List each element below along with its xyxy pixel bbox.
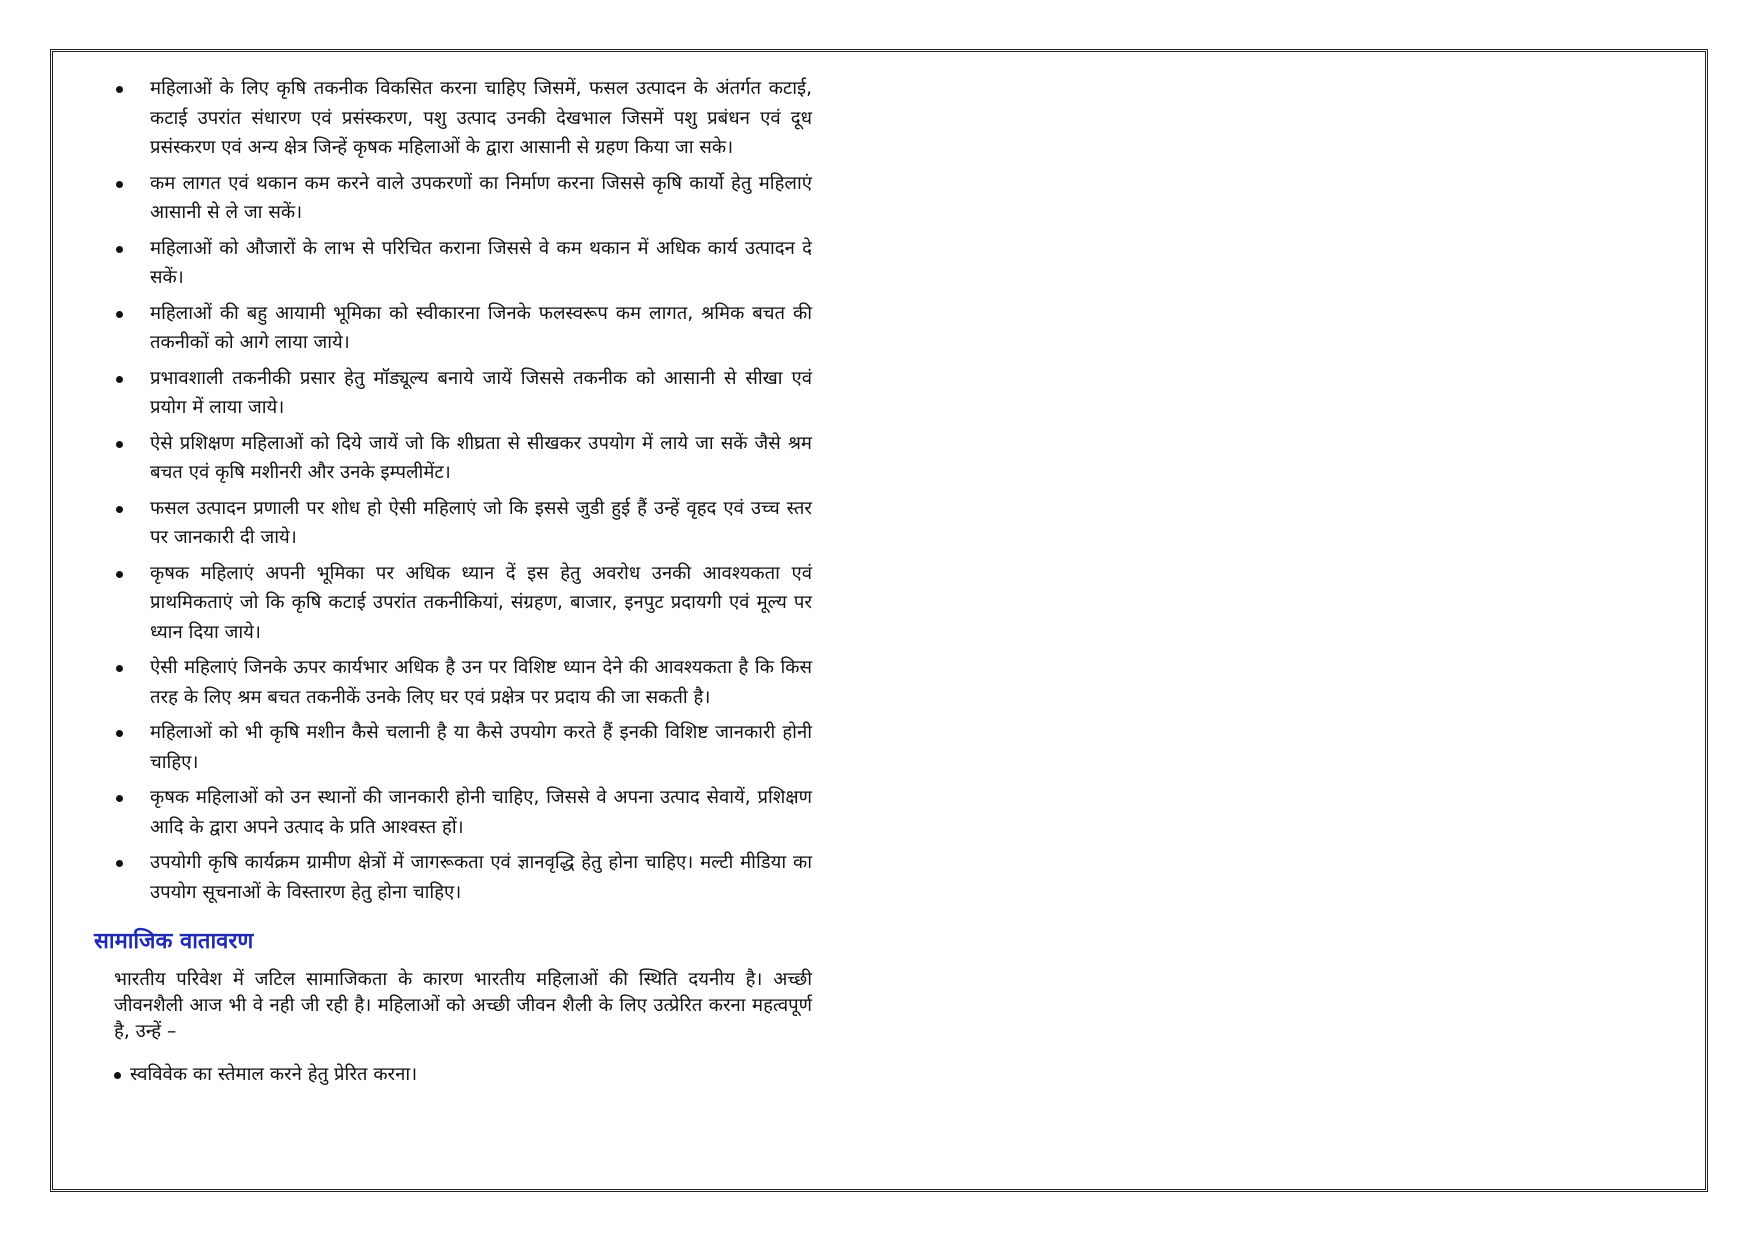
list-item-text: उपयोगी कृषि कार्यक्रम ग्रामीण क्षेत्रों में जागरूकता एवं ज्ञानवृद्धि हेतु होना चाहिए। मल्टी मीडिया का उपयोग सूचनाओं के विस्तारण हेतु होना चाहिए। [150,852,812,903]
list-item [100,169,812,228]
list-item [100,494,812,553]
list-item [100,718,812,777]
list-item-text: कृषक महिलाओं को उन स्थानों की जानकारी होनी चाहिए, जिससे वे अपना उत्पाद सेवायें, प्रशिक्षण आदि के द्वारा अपने उत्पाद के प्रति आश्वस्त हों। [150,787,812,838]
list-item-text: महिलाओं को औजारों के लाभ से परिचित कराना जिससे वे कम थकान में अधिक कार्य उत्पादन दे सकें। [150,237,812,288]
list-item [100,429,812,488]
bullet-icon [116,730,123,737]
list-item [100,234,812,293]
bullet-icon [116,795,123,802]
bullet-icon [114,1072,121,1079]
section-paragraph: भारतीय परिवेश में जटिल सामाजिकता के कारण भारतीय महिलाओं की स्थिति दयनीय है। अच्छी जीवनशैली आज भी वे नही जी रही है। महिलाओं को अच्छी जीवन शैली के लिए उत्प्रेरित करना महत्वपूर्ण है, उन्हें – [114,969,812,1042]
list-item-text: कृषक महिलाएं अपनी भूमिका पर अधिक ध्यान दें इस हेतु अवरोध उनकी आवश्यकता एवं प्राथमिकताएं जो कि कृषि कटाई उपरांत तकनीकियां, संग्रहण, बाजार, इनपुट प्रदायगी एवं मूल्य पर ध्यान दिया जाये। [150,562,812,643]
bullet-icon [116,665,123,672]
list-item [100,848,812,907]
list-item-text: कम लागत एवं थकान कम करने वाले उपकरणों का निर्माण करना जिससे कृषि कार्यो हेतु महिलाएं आसानी से ले जा सकें। [150,172,812,223]
bullet-icon [116,246,123,253]
bullet-icon [116,181,123,188]
list-item [100,653,812,712]
bullet-icon [116,860,123,867]
bullet-icon [116,311,123,318]
list-item [100,783,812,842]
list-item [114,1061,812,1089]
bullet-icon [116,571,123,578]
list-item-text: महिलाओं की बहु आयामी भूमिका को स्वीकारना जिनके फलस्वरूप कम लागत, श्रमिक बचत की तकनीकों को आगे लाया जाये। [150,302,812,353]
list-item-text: फसल उत्पादन प्रणाली पर शोध हो ऐसी महिलाएं जो कि इससे जुडी हुई हैं उन्हें वृहद एवं उच्च स्तर पर जानकारी दी जाये। [150,497,812,548]
list-item-text: महिलाओं के लिए कृषि तकनीक विकसित करना चाहिए जिसमें, फसल उत्पादन के अंतर्गत कटाई, कटाई उपरांत संधारण एवं प्रसंस्करण, पशु उत्पाद उनकी देखभाल जिसमें पशु प्रबंधन एवं दूध प्रसंस्करण एवं अन्य क्षेत्र जिन्हें कृषक महिलाओं के द्वारा आसानी से ग्रहण किया जा सके। [150,78,812,158]
bullet-icon [116,506,123,513]
recommendation-list [100,74,812,907]
bullet-icon [116,86,123,93]
list-item-text: ऐसे प्रशिक्षण महिलाओं को दिये जायें जो कि शीघ्रता से सीखकर उपयोग में लाये जा सकें जैसे श्रम बचत एवं कृषि मशीनरी और उनके इम्पलीमेंट। [150,432,812,483]
list-item [100,74,812,163]
section-heading: सामाजिक वातावरण [94,929,254,954]
list-item [100,364,812,423]
list-item [100,559,812,648]
list-item [100,299,812,358]
list-item-text: महिलाओं को भी कृषि मशीन कैसे चलानी है या कैसे उपयोग करते हैं इनकी विशिष्ट जानकारी होनी चाहिए। [150,722,812,773]
list-item-text: प्रभावशाली तकनीकी प्रसार हेतु मॉड्यूल्य बनाये जायें जिससे तकनीक को आसानी से सीखा एवं प्रयोग में लाया जाये। [150,367,812,418]
bullet-icon [116,376,123,383]
document-content [94,74,812,1089]
list-item-text: ऐसी महिलाएं जिनके ऊपर कार्यभार अधिक है उन पर विशिष्ट ध्यान देने की आवश्यकता है कि किस तरह के लिए श्रम बचत तकनीकें उनके लिए घर एवं प्रक्षेत्र पर प्रदाय की जा सकती है। [150,657,812,708]
bullet-icon [116,441,123,448]
list-item-text: स्वविवेक का स्तेमाल करने हेतु प्रेरित करना। [130,1064,418,1085]
